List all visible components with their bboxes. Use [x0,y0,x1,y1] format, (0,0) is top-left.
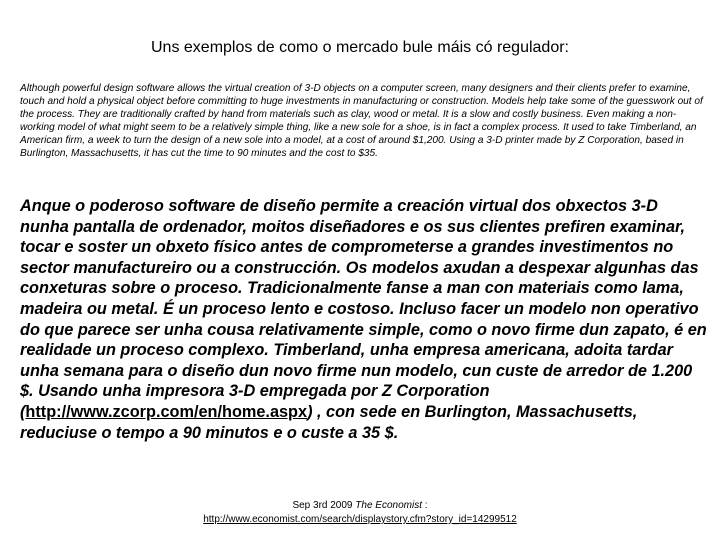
citation-separator: : [421,500,428,511]
citation-publication: The Economist [355,500,422,511]
citation-line [0,499,720,513]
zcorp-link[interactable]: http://www.zcorp.com/en/home.aspx [25,402,308,421]
citation-date: Sep 3rd 2009 [292,500,353,511]
translation-text-before-link: Anque o poderoso software de diseño permite a creación virtual dos obxectos 3-D nunha pantalla de ordenador, moitos diseñadores e os sus clientes prefiren examinar, tocar e soster un obxeto físico antes de comprometerse a grandes investimentos no sector manufactureiro ou a construcción. Os modelos axudan a despexar algunhas das conxeturas sobre o proceso. Tradicionalmente fanse a man con materiais como lama, madeira ou metal. É un proceso lento e costoso. Incluso facer un modelo non operativo do que parece ser unha cousa relativamente simple, como o novo firme dun zapato, é en realidade un proceso complexo. Timberland, unha empresa americana, adoita tardar unha semana para o diseño dun novo firme nun modelo, cun custe de arredor de 1.200 $. Usando unha impresora 3-D empregada por Z Corporation ( [20,197,707,421]
citation-url-link[interactable]: http://www.economist.com/search/displaystory.cfm?story_id=14299512 [203,514,517,525]
galician-translation-paragraph [20,196,708,443]
source-citation [0,499,720,527]
translation-text-after-link: ) , con sede en Burlington, Massachusetts, reduciuse o tempo a 90 minutos e o custe a 35 $. [20,402,638,442]
english-source-paragraph: Although powerful design software allows the virtual creation of 3-D objects on a computer screen, many designers and their clients prefer to examine, touch and hold a physical object before committing to huge investments in manufacturing or construction. Models help take some of the guesswork out of the process. They are traditionally crafted by hand from materials such as clay, wood or metal. It is a slow and costly business. Even making a non-working model of what might seem to be a relatively simple thing, like a new sole for a shoe, is in fact a complex process. It used to take Timberland, an American firm, a week to turn the design of a new sole into a model, at a cost of around $1,200. Using a 3-D printer made by Z Corporation, based in Burlington, Massachusetts, it has cut the time to 90 minutes and the cost to $35. [20,83,703,160]
slide-title: Uns exemplos de como o mercado bule máis có regulador: [151,39,569,56]
